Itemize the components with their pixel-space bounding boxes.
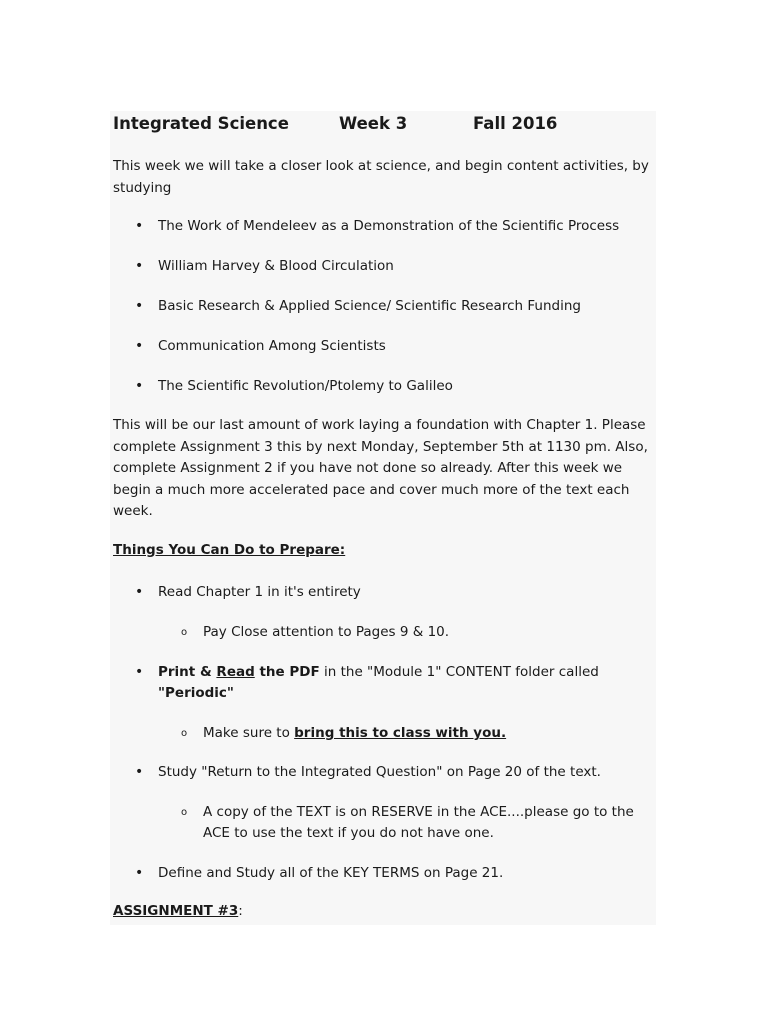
print-label: Print & [158, 664, 217, 680]
bullet-icon: • [135, 865, 144, 881]
bullet-icon: • [135, 258, 144, 274]
sub-item-text: Make sure to bring this to class with you. [203, 725, 507, 741]
prepare-item-text: Read Chapter 1 in it's entirety [158, 584, 361, 600]
topic-text: Basic Research & Applied Science/ Scientific Research Funding [158, 298, 581, 314]
assignment-heading: ASSIGNMENT #3: [113, 903, 243, 919]
topic-text: William Harvey & Blood Circulation [158, 258, 394, 274]
topic-text: Communication Among Scientists [158, 338, 386, 354]
bullet-icon: • [135, 338, 144, 354]
sub-bullet-icon: o [181, 627, 188, 638]
bullet-icon: • [135, 764, 144, 780]
bullet-icon: • [135, 218, 144, 234]
periodic-label: "Periodic" [158, 685, 234, 701]
term-title: Fall 2016 [473, 114, 558, 133]
bullet-icon: • [135, 664, 144, 680]
topic-text: The Scientific Revolution/Ptolemy to Galileo [158, 378, 453, 394]
pdf-label: the PDF [254, 664, 320, 680]
prepare-item-text: Define and Study all of the KEY TERMS on Page 21. [158, 865, 504, 881]
topic-text: The Work of Mendeleev as a Demonstration of the Scientific Process [158, 218, 620, 234]
sub-bullet-icon: o [181, 728, 188, 739]
bring-to-class-emphasis: bring this to class with you. [294, 725, 507, 741]
bullet-icon: • [135, 298, 144, 314]
body-paragraph: This will be our last amount of work laying a foundation with Chapter 1. Please complete Assignment 3 this by next Monday, September 5th at 1130 pm. Also, complete Assignment 2 if you have not done so already. After this week we begin a much more accelerated pace and cover much more of the text each week. [113, 417, 648, 519]
prepare-item-text [158, 662, 658, 704]
intro-paragraph: This week we will take a closer look at science, and begin content activities, by studying [113, 158, 649, 196]
sub-bullet-icon: o [181, 807, 188, 818]
bullet-icon: • [135, 378, 144, 394]
bullet-icon: • [135, 584, 144, 600]
assignment-heading-text: ASSIGNMENT #3 [113, 903, 239, 919]
subject-title: Integrated Science [113, 114, 289, 133]
sub-item-text: Pay Close attention to Pages 9 & 10. [203, 624, 450, 640]
prepare-item-text: Study "Return to the Integrated Question" on Page 20 of the text. [158, 764, 601, 780]
read-label: Read [216, 664, 255, 680]
week-title: Week 3 [339, 114, 408, 133]
folder-text: in the "Module 1" CONTENT folder called [319, 664, 599, 680]
sub-item-text: A copy of the TEXT is on RESERVE in the ACE....please go to the ACE to use the text if you do not have one. [203, 804, 634, 841]
prepare-heading: Things You Can Do to Prepare: [113, 542, 346, 558]
